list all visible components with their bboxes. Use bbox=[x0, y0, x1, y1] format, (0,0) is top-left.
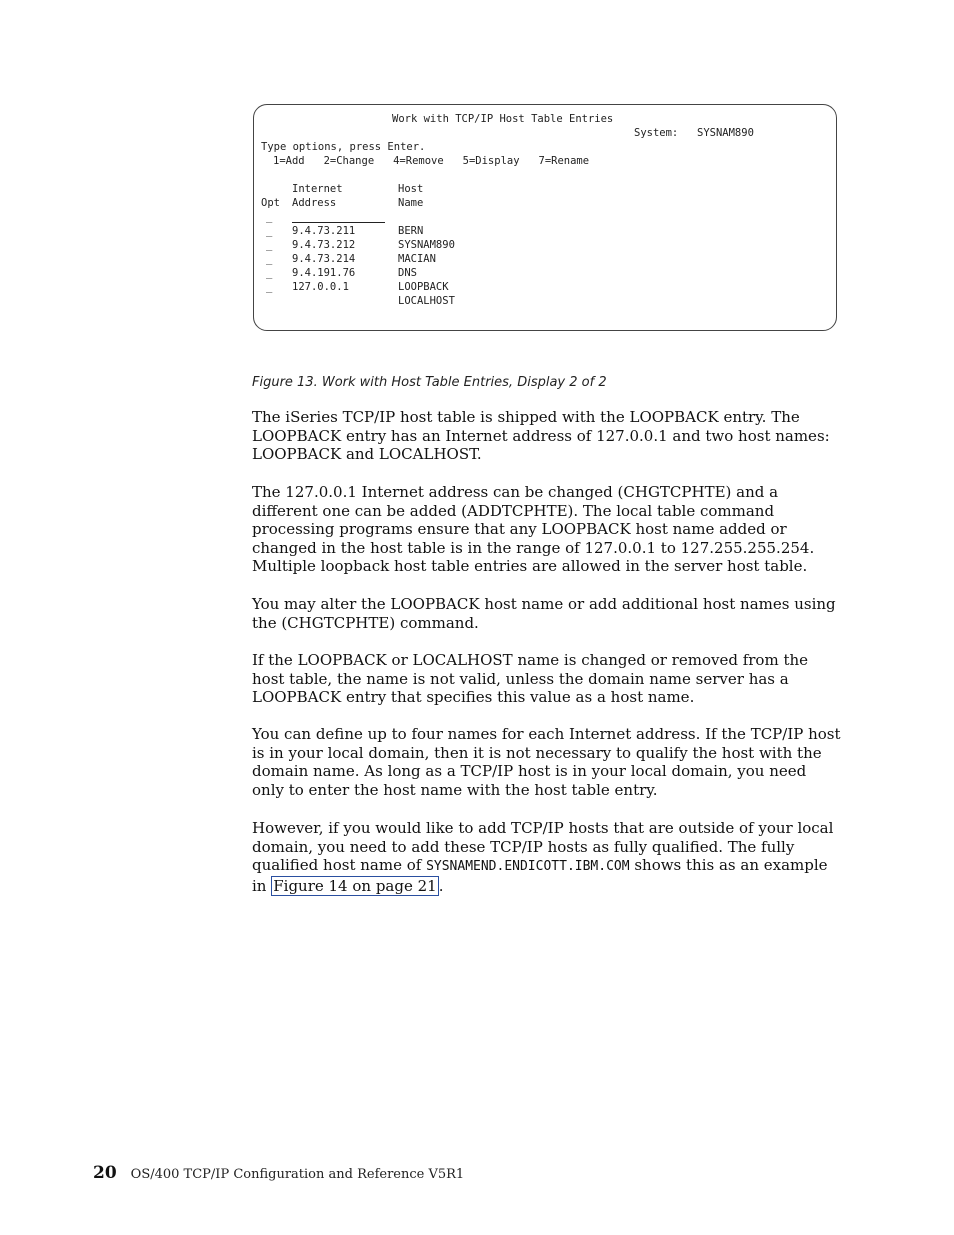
row-option[interactable]: _ bbox=[266, 225, 273, 237]
paragraph-text: If the LOOPBACK or LOCALHOST name is changed or removed from the host table, the name is not valid, unless the domain name server has a LOOPBACK entry that specifies this value as a host name. bbox=[252, 651, 809, 707]
address-input-underline bbox=[292, 222, 385, 223]
paragraph-text: The iSeries TCP/IP host table is shipped with the LOOPBACK entry. The LOOPBACK entry has an Internet address of 127.0.0.1 and two host names: LOOPBACK and LOCALHOST. bbox=[252, 408, 830, 464]
row-option[interactable]: _ bbox=[266, 253, 273, 265]
paragraph-loopback-intro bbox=[252, 408, 842, 464]
row-option[interactable]: _ bbox=[266, 281, 273, 293]
row-host: LOOPBACK bbox=[398, 281, 449, 293]
system-value: SYSNAM890 bbox=[697, 127, 754, 139]
row-host: DNS bbox=[398, 267, 417, 279]
row-host: MACIAN bbox=[398, 253, 436, 265]
paragraph-name-validity bbox=[252, 651, 842, 707]
row-host: LOCALHOST bbox=[398, 295, 455, 307]
paragraph-text: You may alter the LOOPBACK host name or add additional host names using the (CHGTCPHTE) command. bbox=[252, 595, 836, 632]
figure-14-link[interactable]: Figure 14 on page 21 bbox=[273, 876, 437, 895]
paragraph-four-names bbox=[252, 725, 842, 799]
paragraph-alter-host bbox=[252, 595, 842, 632]
figure-caption: Figure 13. Work with Host Table Entries, Display 2 of 2 bbox=[252, 375, 607, 390]
row-address: 9.4.73.211 bbox=[292, 225, 356, 237]
row-host: SYSNAM890 bbox=[398, 239, 455, 251]
screen-options: 1=Add 2=Change 4=Remove 5=Display 7=Rename bbox=[273, 155, 590, 167]
paragraph-text bbox=[252, 819, 842, 895]
column-header-internet: Internet bbox=[292, 183, 343, 195]
column-header-name: Name bbox=[398, 197, 424, 209]
paragraph-text: You can define up to four names for each Internet address. If the TCP/IP host is in your local domain, then it is not necessary to qualify the host with the domain name. As long as a TCP/IP host is in your local domain, you need only to enter the host name with the host table entry. bbox=[252, 725, 841, 799]
row-address: 9.4.73.214 bbox=[292, 253, 356, 265]
row-host: BERN bbox=[398, 225, 424, 237]
page-number: 20 bbox=[93, 1163, 117, 1183]
text-run: . bbox=[438, 876, 444, 895]
row-option[interactable]: _ bbox=[266, 267, 273, 279]
book-title: OS/400 TCP/IP Configuration and Reference V5R1 bbox=[130, 1167, 465, 1182]
column-header-host: Host bbox=[398, 183, 424, 195]
row-address: 9.4.73.212 bbox=[292, 239, 356, 251]
system-label: System: bbox=[634, 127, 679, 139]
row-option[interactable]: _ bbox=[266, 211, 273, 223]
paragraph-loopback-change bbox=[252, 483, 842, 576]
screen-instruction: Type options, press Enter. bbox=[261, 141, 426, 153]
column-header-opt: Opt bbox=[261, 197, 280, 209]
paragraph-fully-qualified bbox=[252, 819, 842, 895]
column-header-address: Address bbox=[292, 197, 337, 209]
row-address: 9.4.191.76 bbox=[292, 267, 356, 279]
paragraph-text: The 127.0.0.1 Internet address can be changed (CHGTCPHTE) and a different one can be added (ADDTCPHTE). The local table command processing programs ensure that any LOOPBACK host name added or changed in the host table is in the range of 127.0.0.1 to 127.255.255.254. Multiple loopback host table entries are allowed in the server host table. bbox=[252, 483, 815, 576]
text-run: shows this as an example in bbox=[252, 856, 828, 895]
row-address: 127.0.0.1 bbox=[292, 281, 349, 293]
row-option[interactable]: _ bbox=[266, 239, 273, 251]
host-name-code: SYSNAMEND.ENDICOTT.IBM.COM bbox=[426, 859, 630, 875]
text-run: However, if you would like to add TCP/IP hosts that are outside of your local domain, you need to add these TCP/IP hosts as fully qualified. The fully qualified host name of bbox=[252, 819, 834, 875]
page-footer bbox=[93, 1163, 464, 1183]
screen-title: Work with TCP/IP Host Table Entries bbox=[392, 113, 614, 125]
